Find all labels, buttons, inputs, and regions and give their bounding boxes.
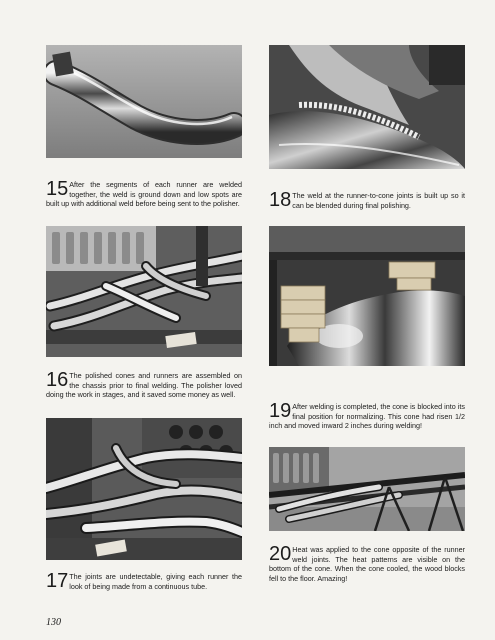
caption-number: 17	[46, 570, 69, 592]
photo-cone-blocked	[269, 226, 465, 366]
caption-text: After welding is completed, the cone is blocked into its final position for normalizing. This cone had risen 1/2 inch and moved inward 2 inches during welding!	[269, 402, 465, 431]
photo-runners-on-chassis	[46, 226, 242, 357]
caption-number: 20	[269, 543, 292, 565]
caption-text: The polished cones and runners are assembled on the chassis prior to final welding. The polisher loved doing the work in stages, and it saved some money as well.	[46, 371, 242, 400]
caption-16	[46, 371, 242, 400]
caption-20	[269, 545, 465, 583]
caption-text: The weld at the runner-to-cone joints is built up so it can be blended during final polishing.	[292, 191, 465, 210]
caption-text: After the segments of each runner are welded together, the weld is ground down and low spots are built up with additional weld before being sent to the polisher.	[46, 180, 242, 209]
caption-text: Heat was applied to the cone opposite of the runner weld joints. The heat patterns are visible on the bottom of the cone. When the cone cooled, the wood blocks fell to the floor. Amazing!	[269, 545, 465, 583]
photo-weld-joint	[269, 45, 465, 169]
caption-18	[269, 191, 465, 210]
photo-runner-segment	[46, 45, 242, 158]
caption-number: 19	[269, 400, 292, 422]
caption-number: 16	[46, 369, 69, 391]
page-number: 130	[46, 617, 61, 628]
photo-heat-patterns	[269, 447, 465, 531]
caption-17	[46, 572, 242, 591]
caption-15	[46, 180, 242, 209]
caption-number: 15	[46, 178, 69, 200]
caption-number: 18	[269, 189, 292, 211]
caption-19	[269, 402, 465, 431]
photo-finished-joints	[46, 418, 242, 560]
caption-text: The joints are undetectable, giving each runner the look of being made from a continuous tube.	[69, 572, 242, 591]
